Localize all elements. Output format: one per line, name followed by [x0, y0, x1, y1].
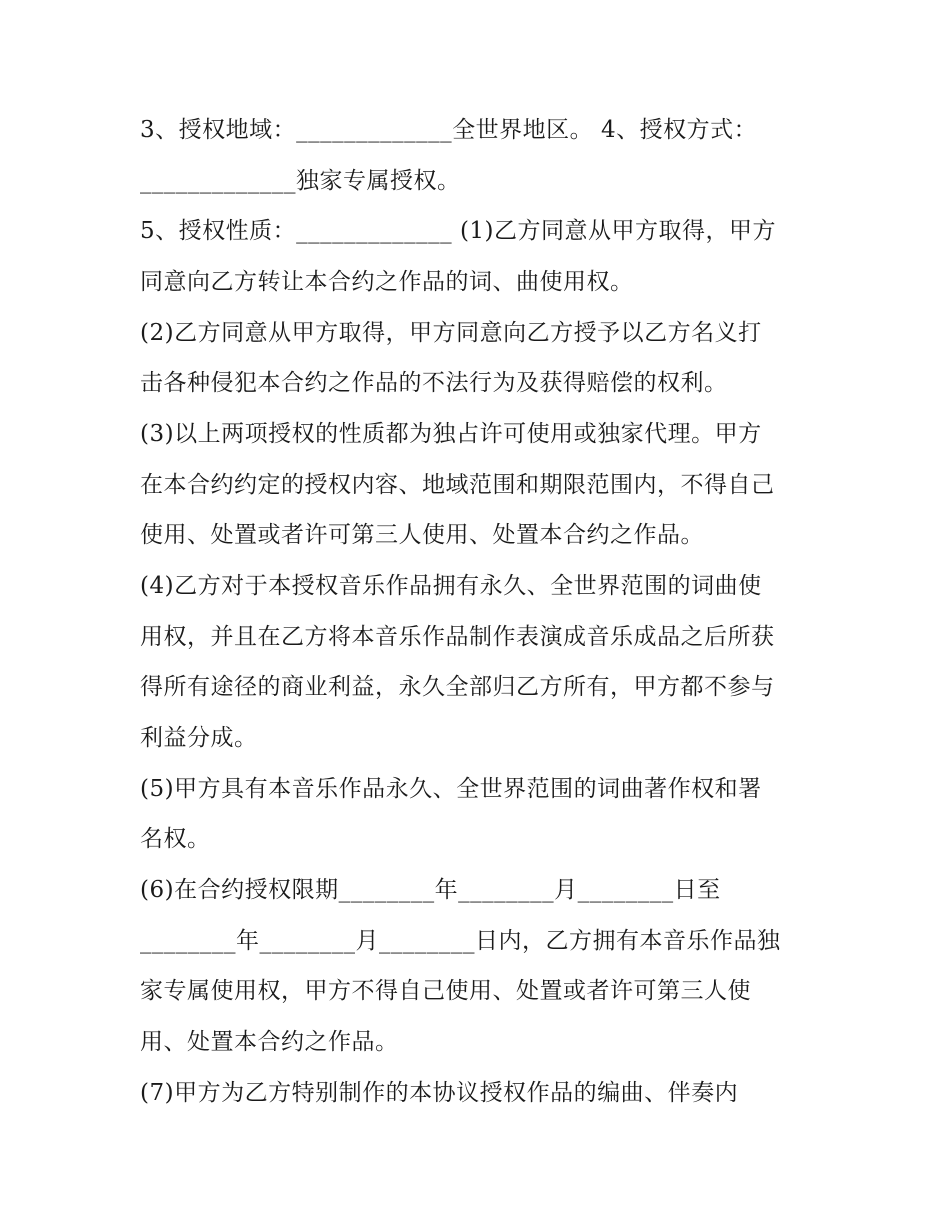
- text-line: 得所有途径的商业利益，永久全部归乙方所有，甲方都不参与: [140, 674, 775, 700]
- text-line: (3)以上两项授权的性质都为独占许可使用或独家代理。甲方: [140, 421, 762, 447]
- text-line: 5、授权性质：_____________ (1)乙方同意从甲方取得，甲方: [140, 218, 777, 244]
- text-line: 3、授权地域：_____________全世界地区。 4、授权方式：: [140, 117, 758, 143]
- text-line: (5)甲方具有本音乐作品永久、全世界范围的词曲著作权和署: [140, 776, 762, 802]
- text-line: 在本合约约定的授权内容、地域范围和期限范围内，不得自己: [140, 472, 775, 498]
- text-line: 用、处置本合约之作品。: [140, 1029, 399, 1055]
- text-line: _____________独家专属授权。: [140, 168, 461, 194]
- text-line: (6)在合约授权限期________年________月________日至: [140, 877, 721, 903]
- text-line: 用权，并且在乙方将本音乐作品制作表演成音乐成品之后所获: [140, 624, 775, 650]
- text-line: (7)甲方为乙方特别制作的本协议授权作品的编曲、伴奏内: [140, 1080, 739, 1106]
- text-line: 名权。: [140, 826, 211, 852]
- text-line: 同意向乙方转让本合约之作品的词、曲使用权。: [140, 269, 634, 295]
- text-line: (4)乙方对于本授权音乐作品拥有永久、全世界范围的词曲使: [140, 573, 762, 599]
- text-line: (2)乙方同意从甲方取得，甲方同意向乙方授予以乙方名义打: [140, 320, 762, 346]
- text-line: 使用、处置或者许可第三人使用、处置本合约之作品。: [140, 522, 704, 548]
- text-line: 家专属使用权，甲方不得自己使用、处置或者许可第三人使: [140, 978, 751, 1004]
- text-line: 利益分成。: [140, 725, 258, 751]
- text-line: ________年________月________日内，乙方拥有本音乐作品独: [140, 928, 781, 954]
- text-line: 击各种侵犯本合约之作品的不法行为及获得赔偿的权利。: [140, 370, 728, 396]
